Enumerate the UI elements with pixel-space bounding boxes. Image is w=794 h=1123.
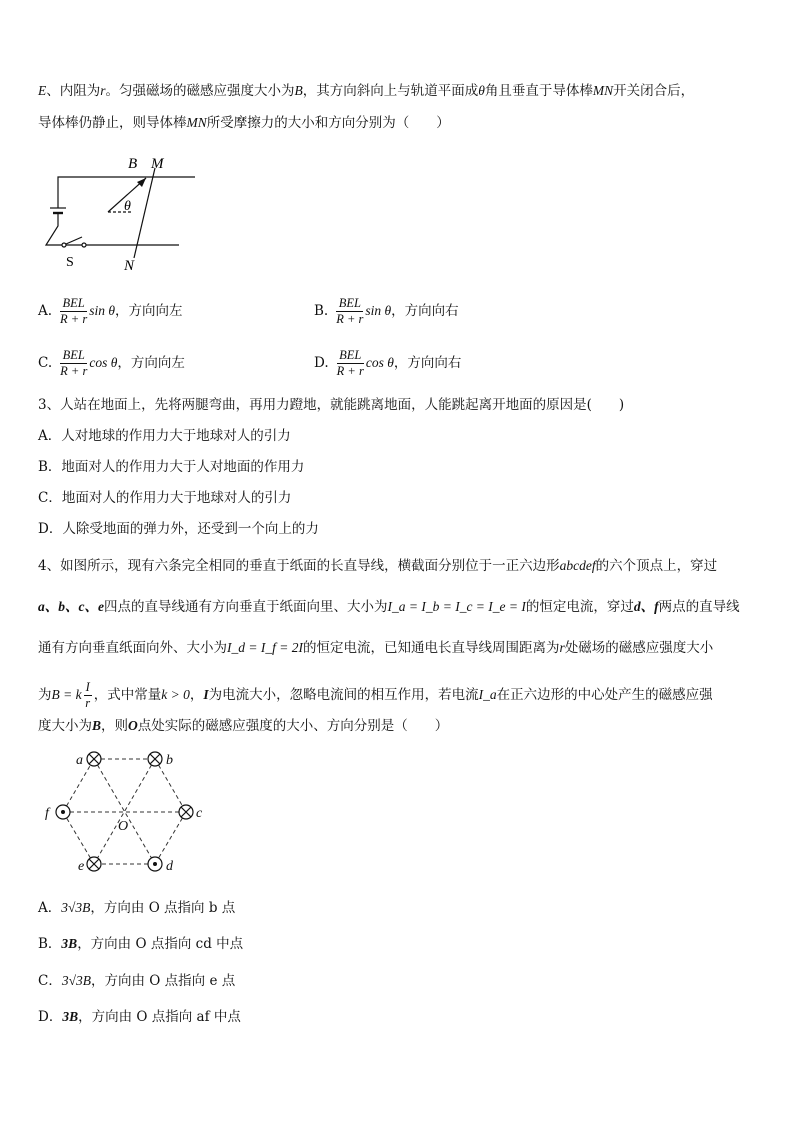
- q2-mn-symbol: MN: [592, 83, 614, 98]
- q2-option-b[interactable]: [314, 296, 459, 327]
- q4-text: 通有方向垂直纸面向外、大小为: [38, 640, 227, 656]
- q4-equation: I_d = I_f = 2I: [227, 640, 303, 655]
- q2-option-c[interactable]: [38, 348, 185, 379]
- q4-ia-symbol: I_a: [478, 687, 497, 702]
- label-o: O: [118, 819, 129, 834]
- label-e: e: [78, 859, 85, 874]
- q2-text: 所受摩擦力的大小和方向分别为（ ）: [206, 115, 450, 131]
- option-text: ，方向由 O 点指向 e 点: [91, 973, 236, 989]
- option-fraction: [336, 296, 363, 327]
- q2-b-symbol: B: [294, 83, 303, 98]
- wire-c-into-page-icon: [179, 805, 193, 819]
- q4-text: ，式中常量: [93, 687, 162, 703]
- option-text: 人除受地面的弹力外，还受到一个向上的力: [62, 521, 319, 537]
- label-m: M: [151, 156, 164, 172]
- wire-a-into-page-icon: [87, 752, 101, 766]
- q4-hexagon-figure: [38, 745, 218, 875]
- q4-points: d、f: [633, 599, 659, 614]
- fraction-denominator: R + r: [336, 312, 364, 326]
- fraction-denominator: R + r: [336, 364, 364, 378]
- option-fraction: [60, 348, 87, 379]
- option-label: C.: [38, 355, 53, 371]
- q4-text: 两点的直导线: [658, 599, 740, 615]
- wire-d-out-of-page-icon: [148, 857, 162, 871]
- q4-text: 处磁场的磁感应强度大小: [564, 640, 714, 656]
- option-label: B．: [38, 459, 62, 475]
- q4-b-symbol: B: [92, 718, 102, 733]
- b-arrowhead: [137, 178, 146, 187]
- q4-stem-line2: [38, 597, 740, 617]
- label-c: c: [196, 806, 203, 821]
- option-value: 3√3B: [61, 973, 91, 988]
- q4-points: a、b、c、e: [38, 599, 104, 614]
- q4-fraction: [84, 680, 92, 711]
- label-d: d: [166, 859, 173, 874]
- label-theta: θ: [124, 199, 131, 214]
- option-label: C．: [38, 973, 62, 989]
- q2-text: 角且垂直于导体棒: [484, 83, 593, 99]
- q2-text: 、内阻为: [46, 83, 101, 99]
- q2-text: 。匀强磁场的磁感应强度大小为: [105, 83, 295, 99]
- q3-option-a[interactable]: [38, 426, 291, 446]
- option-text: ，方向由 O 点指向 af 中点: [78, 1009, 241, 1025]
- fraction-numerator: I: [85, 680, 90, 694]
- option-value: 3B: [61, 936, 78, 951]
- q3-option-c[interactable]: [38, 488, 291, 508]
- option-text: 地面对人的作用力大于地球对人的引力: [61, 490, 292, 506]
- switch-blade: [66, 237, 82, 244]
- option-text: ，方向由 O 点指向 cd 中点: [77, 936, 244, 952]
- q2-r-symbol: r: [100, 83, 106, 98]
- q4-stem-line5: [38, 716, 448, 736]
- q4-option-b[interactable]: [38, 934, 243, 954]
- option-func: cos θ: [89, 355, 118, 370]
- q4-text: 度大小为: [38, 718, 92, 734]
- fraction-denominator: R + r: [60, 312, 88, 326]
- q4-text: 四点的直导线通有方向垂直于纸面向里、大小为: [103, 599, 388, 615]
- q3-stem: 3、人站在地面上，先将两腿弯曲，再用力蹬地，就能跳离地面，人能跳起离开地面的原因是( ): [38, 397, 625, 413]
- q4-text: 的六个顶点上，穿过: [595, 558, 718, 574]
- q4-text: 为: [38, 687, 52, 703]
- wire-b-into-page-icon: [148, 752, 162, 766]
- q3-option-b[interactable]: [38, 457, 304, 477]
- option-fraction: [60, 296, 87, 327]
- option-func: cos θ: [365, 355, 394, 370]
- q2-mn-symbol: MN: [186, 115, 207, 130]
- option-text: ，方向由 O 点指向 b 点: [90, 900, 236, 916]
- q2-circuit-figure: [38, 150, 208, 275]
- q4-stem-line3: [38, 638, 713, 658]
- wire-f-out-of-page-icon: [56, 805, 70, 819]
- q4-text: 4、如图所示，现有六条完全相同的垂直于纸面的长直导线，横截面分别位于一正六边形: [38, 558, 560, 574]
- q4-text: ，: [189, 687, 204, 703]
- q4-equation: I_a = I_b = I_c = I_e = I: [387, 599, 526, 614]
- q4-text: 的恒定电流，穿过: [525, 599, 634, 615]
- q4-stem-line1: [38, 556, 717, 576]
- q2-text: ，其方向斜向上与轨道平面成: [302, 83, 479, 99]
- q4-text: 在正六边形的中心处产生的磁感应强: [496, 687, 713, 703]
- q2-theta-symbol: θ: [478, 83, 485, 98]
- q3-option-d[interactable]: [38, 519, 319, 539]
- label-f: f: [45, 806, 49, 821]
- q4-r-symbol: r: [559, 640, 565, 655]
- left-wire-bottom: [46, 213, 62, 245]
- option-text: 地面对人的作用力大于人对地面的作用力: [61, 459, 305, 475]
- q4-text: 的恒定电流，已知通电长直导线周围距离为: [302, 640, 560, 656]
- q4-text: 为电流大小，忽略电流间的相互作用，若电流: [208, 687, 479, 703]
- option-label: D．: [38, 521, 63, 537]
- switch-contact-left: [62, 243, 66, 247]
- q2-stem-line2: [38, 113, 450, 133]
- option-label: B．: [38, 936, 62, 952]
- option-label: B.: [314, 303, 329, 319]
- label-b: b: [166, 753, 173, 768]
- fraction-numerator: BEL: [60, 348, 87, 364]
- fraction-denominator: r: [85, 696, 91, 710]
- option-label: C．: [38, 490, 62, 506]
- label-a: a: [76, 753, 83, 768]
- left-wire-top: [58, 177, 66, 208]
- q4-option-d[interactable]: [38, 1007, 241, 1027]
- option-label: D．: [38, 1009, 63, 1025]
- q2-text: 开关闭合后，: [613, 83, 695, 99]
- option-direction: ，方向向左: [115, 303, 183, 319]
- q4-text: ，则: [101, 718, 129, 734]
- option-label: D.: [314, 355, 329, 371]
- q4-o-symbol: O: [128, 718, 138, 733]
- wire-e-into-page-icon: [87, 857, 101, 871]
- option-direction: ，方向向右: [393, 355, 462, 371]
- q4-i-symbol: I: [203, 687, 209, 702]
- q2-emf-symbol: E: [38, 83, 47, 98]
- label-b: B: [128, 156, 138, 172]
- q2-text: 导体棒仍静止，则导体棒: [38, 115, 187, 131]
- option-label: A．: [38, 428, 62, 444]
- q2-option-a[interactable]: [38, 296, 183, 327]
- option-direction: ，方向向右: [391, 303, 459, 319]
- option-direction: ，方向向左: [117, 355, 185, 371]
- q2-stem-line1: [38, 81, 694, 101]
- option-label: A.: [38, 303, 53, 319]
- option-label: A．: [38, 900, 62, 916]
- q4-stem-line4: [38, 678, 713, 712]
- q2-option-d[interactable]: [314, 348, 461, 379]
- option-value: 3B: [62, 1009, 79, 1024]
- option-func: sin θ: [365, 303, 392, 318]
- option-fraction: [337, 348, 364, 379]
- q4-k-condition: k > 0: [161, 687, 190, 702]
- label-s: S: [66, 255, 74, 270]
- q4-hexagon-label: abcdef: [559, 558, 596, 573]
- option-text: 人对地球的作用力大于地球对人的引力: [61, 428, 291, 444]
- q4-option-a[interactable]: [38, 898, 235, 918]
- fraction-numerator: BEL: [336, 296, 363, 312]
- fraction-numerator: BEL: [60, 296, 87, 312]
- option-value: 3√3B: [61, 900, 91, 915]
- q4-text: 点处实际的磁感应强度的大小、方向分别是（ ）: [137, 718, 449, 734]
- q4-equation: B = k: [51, 687, 82, 702]
- fraction-numerator: BEL: [337, 348, 364, 364]
- switch-contact-right: [82, 243, 86, 247]
- label-n: N: [124, 258, 135, 274]
- option-func: sin θ: [89, 303, 115, 318]
- fraction-denominator: R + r: [60, 364, 88, 378]
- q4-option-c[interactable]: [38, 971, 235, 991]
